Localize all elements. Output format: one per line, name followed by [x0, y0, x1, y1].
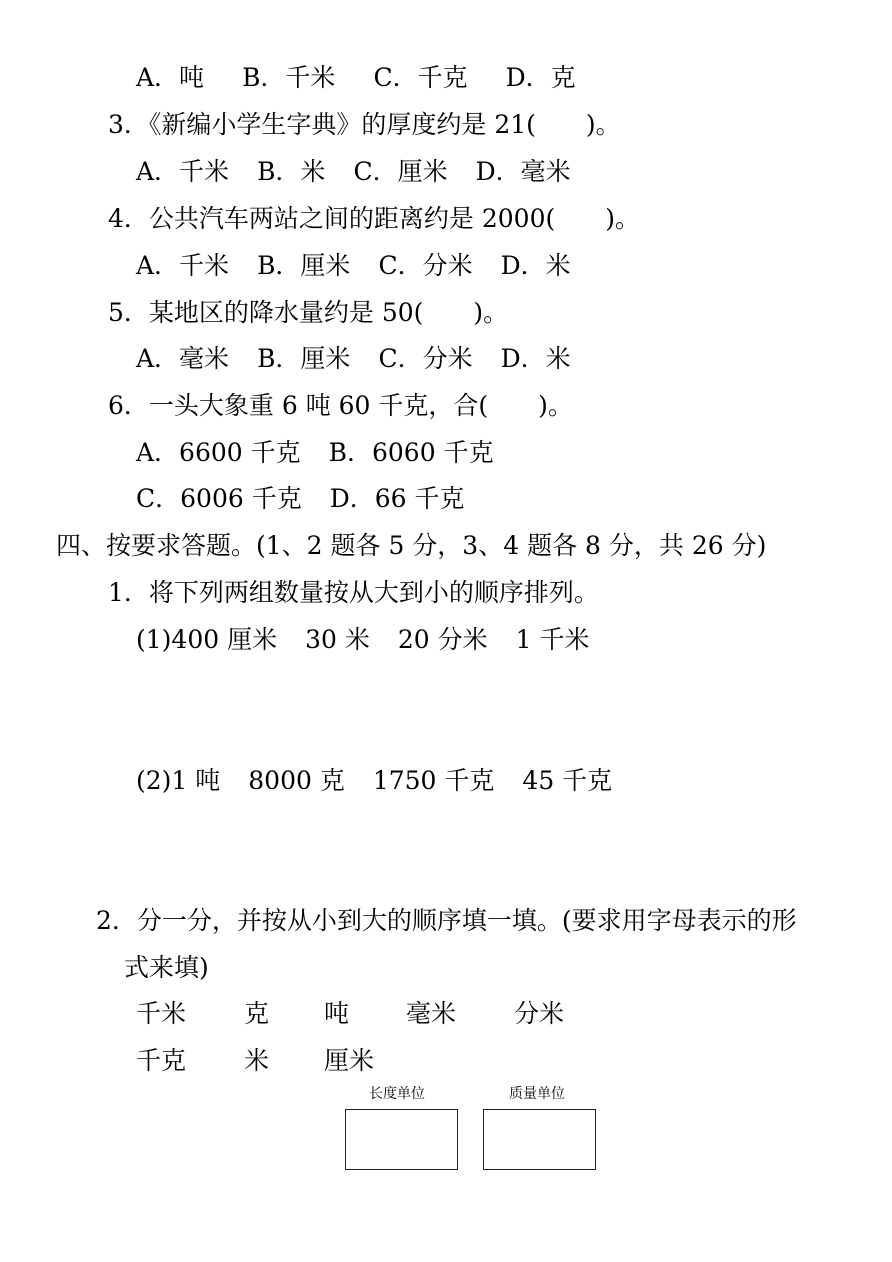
q4-option-b: B．厘米	[257, 251, 351, 280]
section4-heading: 四、按要求答题。(1、2 题各 5 分，3、4 题各 8 分，共 26 分)	[56, 531, 767, 560]
length-units-label: 长度单位	[369, 1086, 425, 1102]
group2-item: 1750 千克	[372, 766, 495, 795]
q6-option-d: D．66 千克	[329, 484, 465, 513]
s4-p1-stem: 1．将下列两组数量按从大到小的顺序排列。	[108, 578, 599, 607]
group1-item: (1)400 厘米	[136, 625, 278, 654]
mass-units-box[interactable]	[483, 1109, 596, 1170]
s4-p1-group2	[136, 764, 612, 798]
q6-option-b: B．6060 千克	[328, 438, 494, 467]
q5-option-c: C．分米	[378, 344, 473, 373]
unit-item: 吨	[324, 999, 350, 1028]
q6-options-row2	[136, 482, 465, 516]
q6-option-a: A．6600 千克	[136, 438, 301, 467]
q3-stem: 3．《新编小学生字典》的厚度约是 21( )。	[108, 110, 621, 139]
q5-option-d: D．米	[500, 344, 571, 373]
q2-option-a: A．吨	[136, 63, 205, 92]
q2-options	[136, 61, 576, 95]
group2-item: 8000 克	[248, 766, 345, 795]
s4-p2-stem-line1: 2．分一分，并按从小到大的顺序填一填。(要求用字母表示的形	[96, 906, 797, 935]
q3-options	[136, 155, 571, 189]
q5-stem: 5．某地区的降水量约是 50( )。	[108, 298, 509, 327]
q6-stem: 6．一头大象重 6 吨 60 千克，合( )。	[108, 391, 573, 420]
length-units-box[interactable]	[345, 1109, 458, 1170]
q4-option-a: A．千米	[136, 251, 230, 280]
q3-option-a: A．千米	[136, 157, 230, 186]
q2-option-b: B．千米	[242, 63, 336, 92]
q2-option-c: C．千克	[373, 63, 468, 92]
unit-item: 厘米	[324, 1046, 375, 1075]
unit-item: 克	[244, 999, 270, 1028]
q3-option-c: C．厘米	[353, 157, 448, 186]
mass-units-label: 质量单位	[509, 1086, 565, 1102]
q3-option-b: B．米	[257, 157, 326, 186]
group2-item: (2)1 吨	[136, 766, 221, 795]
q4-stem: 4．公共汽车两站之间的距离约是 2000( )。	[108, 204, 640, 233]
group1-item: 20 分米	[397, 625, 488, 654]
q5-option-a: A．毫米	[136, 344, 230, 373]
unit-item: 千克	[136, 1046, 187, 1075]
s4-p2-stem-line2: 式来填)	[124, 953, 209, 982]
q2-option-d: D．克	[505, 63, 576, 92]
unit-item: 米	[244, 1046, 270, 1075]
q6-option-c: C．6006 千克	[136, 484, 302, 513]
s4-p1-group1	[136, 623, 589, 657]
q4-option-c: C．分米	[378, 251, 473, 280]
q5-option-b: B．厘米	[257, 344, 351, 373]
group1-item: 30 米	[305, 625, 370, 654]
unit-item: 分米	[514, 999, 565, 1028]
q3-option-d: D．毫米	[475, 157, 571, 186]
group1-item: 1 千米	[515, 625, 590, 654]
q4-option-d: D．米	[500, 251, 571, 280]
q4-options	[136, 249, 571, 283]
unit-item: 毫米	[406, 999, 457, 1028]
q6-options-row1	[136, 436, 494, 470]
group2-item: 45 千克	[522, 766, 613, 795]
unit-item: 千米	[136, 999, 187, 1028]
q5-options	[136, 342, 571, 376]
